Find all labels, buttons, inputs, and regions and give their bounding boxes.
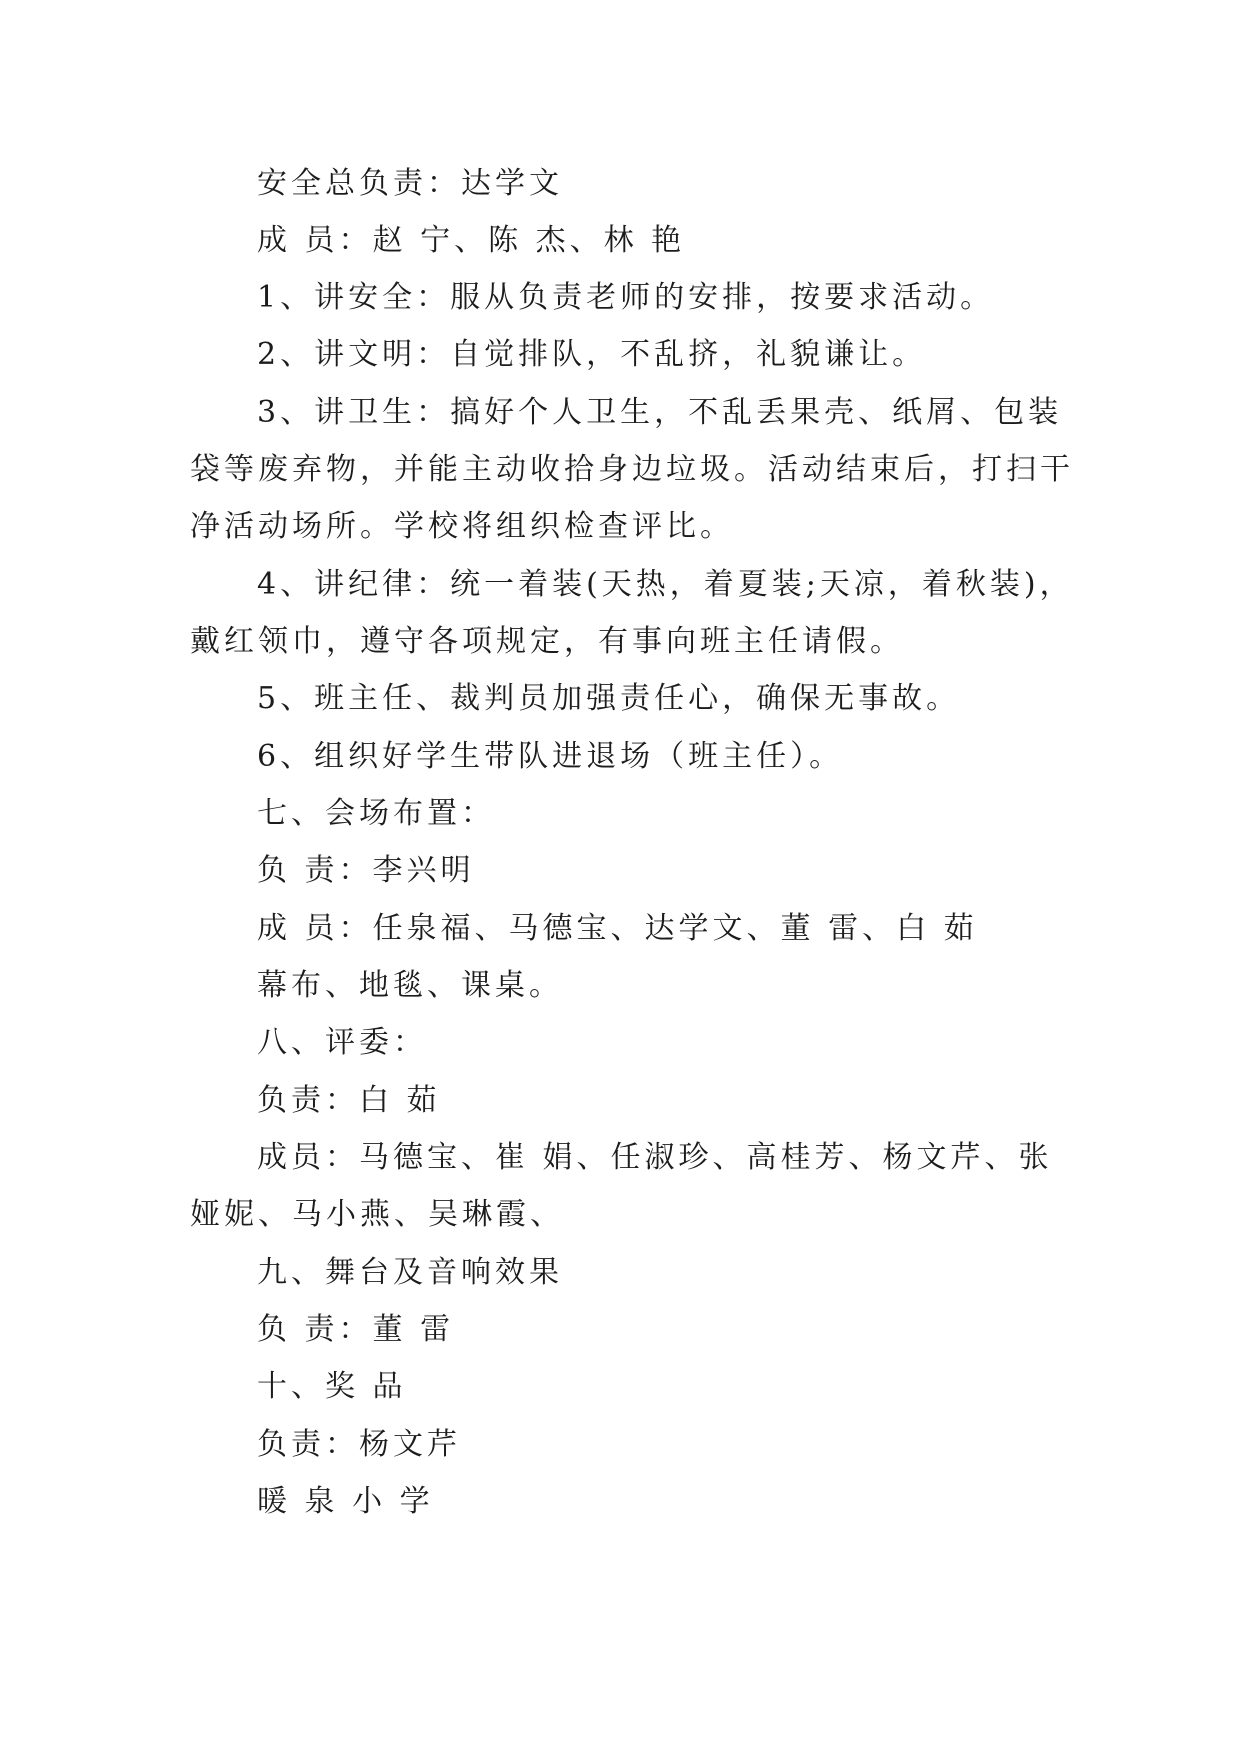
prizes-lead-line: 负责：杨文芹 bbox=[257, 1427, 461, 1462]
rule-2-line: 2、讲文明：自觉排队，不乱挤，礼貌谦让。 bbox=[257, 337, 927, 372]
rule-6-line: 6、组织好学生带队进退场（班主任）。 bbox=[257, 739, 844, 774]
venue-lead-line: 负 责：李兴明 bbox=[257, 853, 475, 888]
venue-items-line: 幕布、地毯、课桌。 bbox=[257, 968, 563, 1003]
rule-3-line: 3、讲卫生：搞好个人卫生，不乱丢果壳、纸屑、包装 bbox=[257, 395, 1063, 430]
rule-1-line: 1、讲安全：服从负责老师的安排，按要求活动。 bbox=[257, 280, 995, 315]
judges-heading: 八、评委： bbox=[257, 1025, 427, 1060]
stage-sound-lead-line: 负 责：董 雷 bbox=[257, 1312, 455, 1347]
prizes-heading: 十、奖 品 bbox=[257, 1369, 407, 1404]
judges-lead-line: 负责：白 茹 bbox=[257, 1083, 441, 1118]
rule-3-continued-line: 袋等废弃物，并能主动收拾身边垃圾。活动结束后，打扫干 bbox=[190, 452, 1074, 487]
stage-sound-heading: 九、舞台及音响效果 bbox=[257, 1255, 563, 1290]
rule-3-continued-line-2: 净活动场所。学校将组织检查评比。 bbox=[190, 509, 734, 544]
judges-members-line: 成员：马德宝、崔 娟、任淑珍、高桂芳、杨文芹、张 bbox=[257, 1140, 1053, 1175]
rule-4-continued-line: 戴红领巾，遵守各项规定，有事向班主任请假。 bbox=[190, 624, 904, 659]
judges-members-continued-line: 娅妮、马小燕、吴琳霞、 bbox=[190, 1197, 564, 1232]
safety-lead-line: 安全总负责：达学文 bbox=[257, 166, 563, 201]
rule-4-line: 4、讲纪律：统一着装(天热，着夏装;天凉，着秋装)， bbox=[257, 567, 1074, 602]
venue-members-line: 成 员：任泉福、马德宝、达学文、董 雷、白 茹 bbox=[257, 911, 978, 946]
venue-heading: 七、会场布置： bbox=[257, 796, 495, 831]
rule-5-line: 5、班主任、裁判员加强责任心，确保无事故。 bbox=[257, 681, 961, 716]
safety-members-line: 成 员：赵 宁、陈 杰、林 艳 bbox=[257, 223, 686, 258]
school-name-signature: 暖 泉 小 学 bbox=[257, 1484, 434, 1519]
